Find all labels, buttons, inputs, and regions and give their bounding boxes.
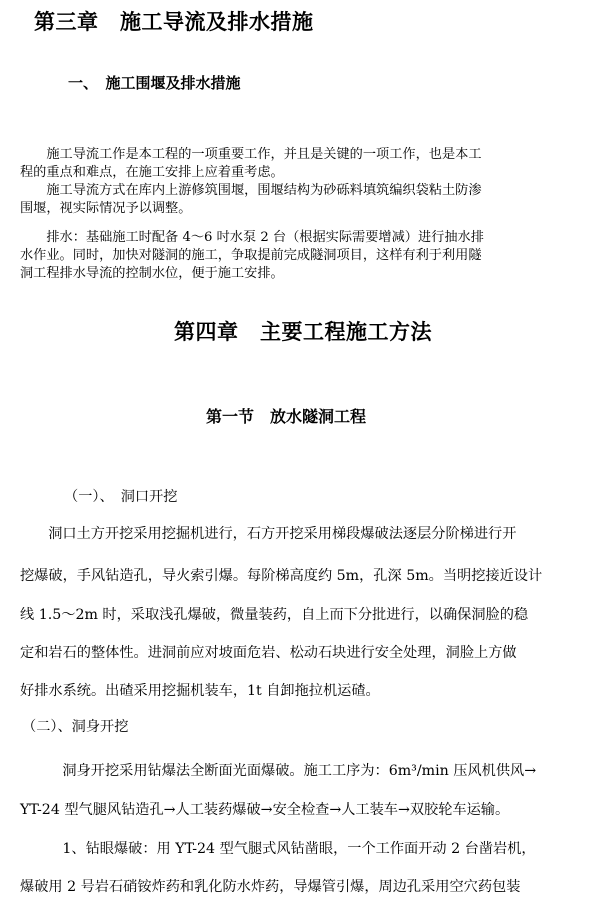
paragraph-line: 施工导流方式在库内上游修筑围堰，围堰结构为砂砾料填筑编织袋粘土防渗 (20, 183, 482, 198)
paragraph-line: 围堰，视实际情况予以调整。 (20, 201, 192, 216)
sub-heading-portal-excavation: （一）、 洞口开挖 (64, 489, 178, 505)
chapter-3-title: 第三章 施工导流及排水措施 (34, 9, 314, 34)
paragraph-line: 排水：基础施工时配备 4～6 吋水泵 2 台（根据实际需要增减）进行抽水排 (20, 230, 484, 245)
paragraph-line: 挖爆破，手风钻造孔，导火索引爆。每阶梯高度约 5m，孔深 5m。当明挖接近设计 (20, 568, 543, 584)
paragraph-line: 洞工程排水导流的控制水位，便于施工安排。 (20, 266, 284, 281)
paragraph-line: YT-24 型气腿风钻造孔→人工装药爆破→安全检查→人工装车→双胶轮车运输。 (20, 802, 510, 818)
paragraph-line: 施工导流工作是本工程的一项重要工作，并且是关键的一项工作，也是本工 (20, 147, 482, 162)
paragraph-line: 线 1.5～2m 时，采取浅孔爆破，微量装药，自上而下分批进行，以确保洞脸的稳 (20, 607, 529, 623)
paragraph-line: 水作业。同时，加快对隧洞的施工，争取提前完成隧洞项目，这样有利于利用隧 (20, 248, 482, 263)
paragraph-line: 程的重点和难点，在施工安排上应着重考虑。 (20, 165, 284, 180)
paragraph-line: 洞身开挖采用钻爆法全断面光面爆破。施工工序为：6m³/min 压风机供风→ (34, 763, 537, 779)
paragraph-line: 好排水系统。出碴采用挖掘机装车，1t 自卸拖拉机运碴。 (20, 683, 380, 699)
chapter-4-title: 第四章 主要工程施工方法 (174, 319, 432, 344)
paragraph-line: 1、钻眼爆破：用 YT-24 型气腿式风钻凿眼，一个工作面开动 2 台凿岩机， (34, 841, 536, 857)
section-tunnel-title: 第一节 放水隧洞工程 (206, 407, 367, 426)
paragraph-line: 爆破用 2 号岩石硝铵炸药和乳化防水炸药，导爆管引爆，周边孔采用空穴药包装 (20, 879, 521, 895)
sub-heading-tunnel-excavation: （二）、洞身开挖 (22, 719, 129, 735)
paragraph-line: 定和岩石的整体性。进洞前应对坡面危岩、松动石块进行安全处理，洞脸上方做 (20, 645, 517, 661)
section-cofferdam-title: 一、 施工围堰及排水措施 (68, 74, 241, 92)
paragraph-line: 洞口土方开挖采用挖掘机进行，石方开挖采用梯段爆破法逐层分阶梯进行开 (34, 526, 517, 542)
